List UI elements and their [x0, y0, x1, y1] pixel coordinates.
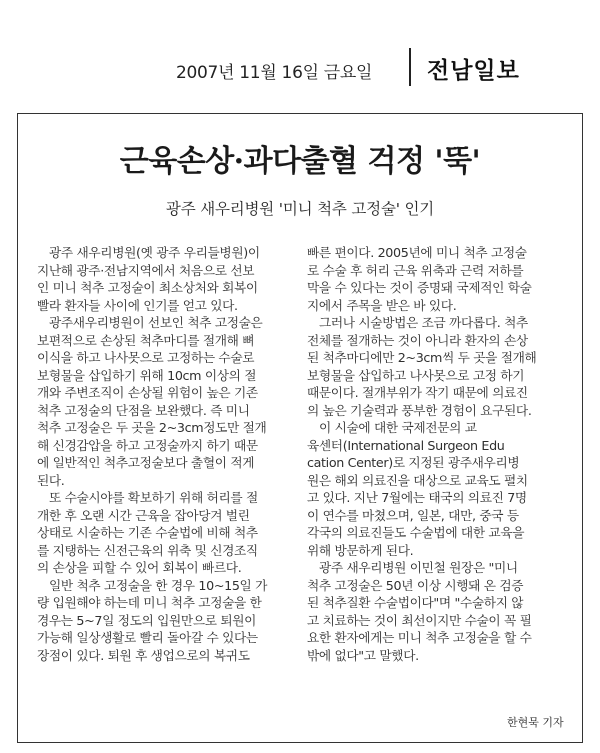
- article-right-column: [307, 244, 564, 664]
- body-line: 척추 고정술은 두 곳을 2~3cm정도만 절개: [37, 420, 267, 435]
- body-line: 로 수술 후 허리 근육 위축과 근력 저하를: [307, 262, 524, 278]
- masthead-divider: [409, 48, 411, 86]
- publication-date: 2007년 11월 16일 금요일: [176, 63, 373, 83]
- body-line: 경우는 5~7일 정도의 입원만으로 퇴원이: [37, 612, 257, 628]
- body-line: 의 손상을 피할 수 있어 회복이 빠르다.: [37, 560, 242, 575]
- body-line: 지난해 광주·전남지역에서 처음으로 선보: [37, 262, 255, 278]
- body-line: 개와 주변조직이 손상될 위험이 높은 기존: [37, 385, 258, 400]
- body-line: 척추 고정술의 단점을 보완했다. 즉 미니: [37, 402, 250, 418]
- body-line: cation Center)로 지정된 광주새우리병: [307, 455, 520, 470]
- body-line: 고 치료하는 것이 최선이지만 수술이 꼭 필: [307, 612, 532, 628]
- body-line: 광주 새우리병원(옛 광주 우리들병원)이: [49, 245, 260, 260]
- body-line: 고 있다. 지난 7월에는 태국의 의료진 7명: [307, 490, 527, 505]
- article-left-column: [37, 244, 294, 664]
- body-line: 량 입원해야 하는데 미니 척추 고정술을 한: [37, 595, 262, 610]
- article-subheadline: 광주 새우리병원 '미니 척추 고정술' 인기: [165, 200, 435, 218]
- body-line: 인 미니 척추 고정술이 최소상처와 회복이: [37, 280, 258, 295]
- body-line: 개한 후 오랜 시간 근육을 잡아당겨 벌린: [37, 507, 250, 523]
- body-line: 또 수술시야를 확보하기 위해 허리를 절: [49, 490, 258, 505]
- body-line: 빨라 환자들 사이에 인기를 얻고 있다.: [37, 297, 238, 313]
- reporter-byline: 한현묵 기자: [507, 716, 564, 729]
- body-line: 각국의 의료진들도 수술법에 대한 교육을: [307, 525, 525, 540]
- body-line: 된 척추마디에만 2~3cm씩 두 곳을 절개해: [307, 350, 537, 365]
- body-line: 광주 새우리병원 이민철 원장은 "미니: [319, 560, 518, 575]
- body-line: 된 척추질환 수술법이다"며 "수술하지 않: [307, 595, 524, 610]
- body-line: 보편적으로 손상된 척추마디를 절개해 뼈: [37, 332, 255, 348]
- body-line: 광주새우리병원이 선보인 척추 고정술은: [49, 315, 263, 330]
- body-line: 빠른 편이다. 2005년에 미니 척추 고정술: [307, 245, 527, 260]
- body-line: 위해 방문하게 된다.: [307, 542, 414, 558]
- body-line: 에 일반적인 척추고정술보다 출혈이 적게: [37, 455, 255, 470]
- body-line: 원은 해외 의료진을 대상으로 교육도 펼치: [307, 472, 528, 488]
- body-line: 이 연수를 마쳤으며, 일본, 대만, 중국 등: [307, 507, 519, 523]
- body-line: 해 신경감압을 하고 고정술까지 하기 때문: [37, 437, 258, 453]
- body-line: 보형물을 삽입하기 위해 10cm 이상의 절: [37, 367, 257, 383]
- body-line: 이식을 하고 나사못으로 고정하는 수술로: [37, 350, 255, 365]
- body-line: 막을 수 있다는 것이 증명돼 국제적인 학술: [307, 280, 532, 295]
- body-line: 상태로 시술하는 기존 수술법에 비해 척추: [37, 525, 258, 540]
- body-line: 보형물을 삽입하고 나사못으로 고정 하기: [307, 367, 525, 383]
- body-line: 지에서 주목을 받은 바 있다.: [307, 297, 457, 313]
- newspaper-name: 전남일보: [427, 58, 520, 84]
- body-line: 장점이 있다. 퇴원 후 생업으로의 복귀도: [37, 647, 250, 663]
- body-line: 의 높은 기술력과 풍부한 경험이 요구된다.: [307, 402, 532, 418]
- body-line: 척추 고정술은 50년 이상 시행돼 온 검증: [307, 577, 524, 593]
- body-line: 이 시술에 대한 국제전문의 교: [319, 420, 477, 435]
- body-line: 요한 환자에게는 미니 척추 고정술을 할 수: [307, 630, 532, 645]
- body-line: 가능해 일상생활로 빨리 돌아갈 수 있다는: [37, 630, 258, 645]
- article-headline: 근육손상·과다출혈 걱정 '뚝': [119, 144, 481, 179]
- body-line: 육센터(International Surgeon Edu: [307, 437, 505, 453]
- body-line: 를 지탱하는 신전근육의 위축 및 신경조직: [37, 542, 258, 558]
- body-line: 때문이다. 절개부위가 작기 때문에 의료진: [307, 385, 528, 400]
- body-line: 그러나 시술방법은 조금 까다롭다. 척추: [319, 315, 528, 330]
- body-line: 밖에 없다"고 말했다.: [307, 647, 419, 663]
- body-line: 된다.: [37, 472, 65, 488]
- body-line: 일반 척추 고정술을 한 경우 10~15일 가: [49, 577, 268, 593]
- body-line: 전체를 절개하는 것이 아니라 환자의 손상: [307, 332, 528, 348]
